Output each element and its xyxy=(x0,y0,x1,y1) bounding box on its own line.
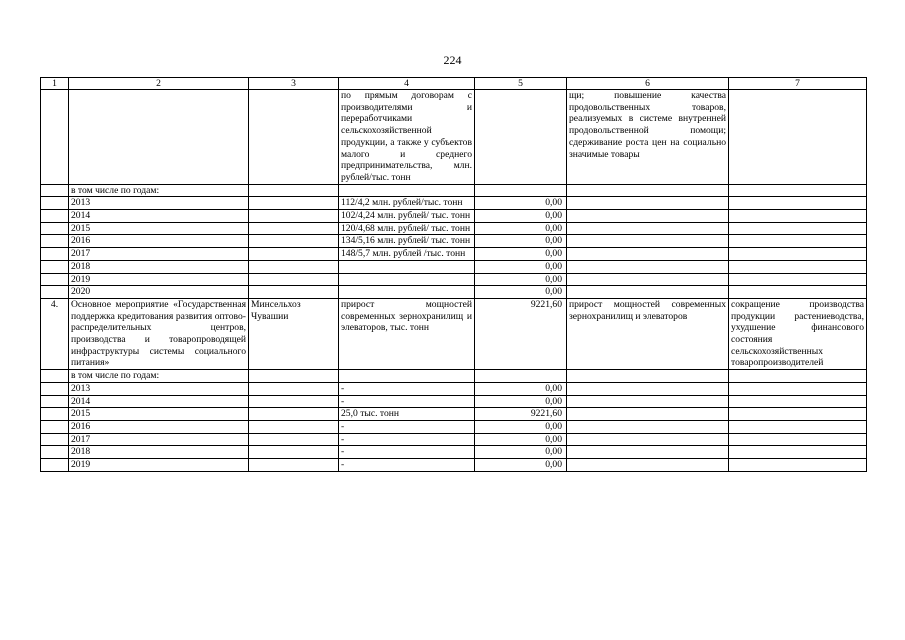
table-cell-c3 xyxy=(249,210,339,223)
table-cell-c5 xyxy=(475,370,567,383)
table-cell-c5: 0,00 xyxy=(475,197,567,210)
table-cell-c4: 25,0 тыс. тонн xyxy=(339,408,475,421)
table-cell-c3 xyxy=(249,260,339,273)
table-cell-c1 xyxy=(41,273,69,286)
table-cell-c2: 2017 xyxy=(69,433,249,446)
table-cell-c5: 0,00 xyxy=(475,420,567,433)
table-cell-c4: - xyxy=(339,446,475,459)
table-cell-c2: 2013 xyxy=(69,197,249,210)
table-cell-c4: - xyxy=(339,382,475,395)
table-cell-c2: 2013 xyxy=(69,382,249,395)
table-cell-c4 xyxy=(339,184,475,197)
table-row xyxy=(41,184,867,197)
table-cell-c3 xyxy=(249,395,339,408)
table-cell-c5: 9221,60 xyxy=(475,408,567,421)
table-cell-c6 xyxy=(567,395,729,408)
table-row xyxy=(41,298,867,369)
table-cell-c1 xyxy=(41,222,69,235)
table-cell-c1 xyxy=(41,370,69,383)
table-cell-c2: в том числе по годам: xyxy=(69,184,249,197)
table-row xyxy=(41,382,867,395)
table-cell-c2: 2015 xyxy=(69,222,249,235)
table-cell-c5: 0,00 xyxy=(475,210,567,223)
table-header-row xyxy=(41,78,867,90)
table-cell-c6 xyxy=(567,197,729,210)
table-cell-c2: 2018 xyxy=(69,446,249,459)
table-cell-c2: 2019 xyxy=(69,273,249,286)
table-cell-c6: щи; повышение качества продовольственных товаров, реализуемых в системе внутренней продовольственной помощи; сдерживание роста цен на социально значимые товары xyxy=(567,90,729,185)
table-cell-c6 xyxy=(567,235,729,248)
table-cell-c4: - xyxy=(339,459,475,472)
table-cell-c6 xyxy=(567,370,729,383)
table-cell-c4: - xyxy=(339,420,475,433)
table-cell-c6 xyxy=(567,408,729,421)
table-cell-c3 xyxy=(249,90,339,185)
table-row xyxy=(41,90,867,185)
table-cell-c7 xyxy=(729,210,867,223)
table-cell-c3 xyxy=(249,446,339,459)
table-cell-c5: 0,00 xyxy=(475,459,567,472)
table-row xyxy=(41,210,867,223)
table-cell-c7 xyxy=(729,248,867,261)
table-cell-c2: 2017 xyxy=(69,248,249,261)
table-cell-c4: 102/4,24 млн. рублей/ тыс. тонн xyxy=(339,210,475,223)
table-cell-c1 xyxy=(41,197,69,210)
table-cell-c1 xyxy=(41,210,69,223)
table-row xyxy=(41,273,867,286)
table-cell-c7 xyxy=(729,273,867,286)
table-cell-c2: 2018 xyxy=(69,260,249,273)
table-cell-c6 xyxy=(567,382,729,395)
table-cell-c6 xyxy=(567,273,729,286)
table-cell-c5 xyxy=(475,90,567,185)
table-cell-c7 xyxy=(729,370,867,383)
table-cell-c3 xyxy=(249,248,339,261)
header-cell: 2 xyxy=(69,78,249,90)
table-row xyxy=(41,433,867,446)
table-cell-c5: 0,00 xyxy=(475,395,567,408)
table-cell-c4: 134/5,16 млн. рублей/ тыс. тонн xyxy=(339,235,475,248)
table-cell-c4: прирост мощностей современных зернохранилищ и элеваторов, тыс. тонн xyxy=(339,298,475,369)
table-cell-c1 xyxy=(41,395,69,408)
table-cell-c2: 2016 xyxy=(69,235,249,248)
header-cell: 4 xyxy=(339,78,475,90)
table-cell-c7 xyxy=(729,197,867,210)
table-cell-c7 xyxy=(729,433,867,446)
table-cell-c6 xyxy=(567,248,729,261)
table-cell-c1 xyxy=(41,433,69,446)
table-cell-c7 xyxy=(729,446,867,459)
table-cell-c6 xyxy=(567,184,729,197)
table-cell-c7: сокращение производства продукции растениеводства, ухудшение финансового состояния сельскохозяйственных товаропроизводителей xyxy=(729,298,867,369)
table-cell-c3 xyxy=(249,286,339,299)
table-cell-c3 xyxy=(249,235,339,248)
page-number: 224 xyxy=(443,53,462,67)
table-cell-c6 xyxy=(567,420,729,433)
header-cell: 6 xyxy=(567,78,729,90)
table-cell-c4 xyxy=(339,260,475,273)
table-cell-c1 xyxy=(41,90,69,185)
table-cell-c4 xyxy=(339,273,475,286)
table-cell-c6 xyxy=(567,459,729,472)
table-row xyxy=(41,446,867,459)
header-cell: 7 xyxy=(729,78,867,90)
table-cell-c7 xyxy=(729,90,867,185)
table-row xyxy=(41,286,867,299)
table-row xyxy=(41,260,867,273)
table-cell-c1 xyxy=(41,446,69,459)
table-cell-c6 xyxy=(567,222,729,235)
table-cell-c5: 0,00 xyxy=(475,433,567,446)
table-cell-c5: 9221,60 xyxy=(475,298,567,369)
table-row xyxy=(41,370,867,383)
table-row xyxy=(41,459,867,472)
table-cell-c2: 2014 xyxy=(69,210,249,223)
table-cell-c4: - xyxy=(339,433,475,446)
table-cell-c3 xyxy=(249,184,339,197)
table-cell-c4: 120/4,68 млн. рублей/ тыс. тонн xyxy=(339,222,475,235)
table-cell-c1: 4. xyxy=(41,298,69,369)
table-cell-c1 xyxy=(41,248,69,261)
table-row xyxy=(41,395,867,408)
table-cell-c1 xyxy=(41,408,69,421)
table-cell-c2: 2015 xyxy=(69,408,249,421)
table-cell-c3 xyxy=(249,197,339,210)
table-row xyxy=(41,235,867,248)
table-cell-c2: 2019 xyxy=(69,459,249,472)
table-cell-c5: 0,00 xyxy=(475,273,567,286)
table-row xyxy=(41,408,867,421)
table-cell-c1 xyxy=(41,420,69,433)
table-cell-c3 xyxy=(249,433,339,446)
table-cell-c1 xyxy=(41,260,69,273)
table-cell-c6 xyxy=(567,260,729,273)
table-cell-c6 xyxy=(567,210,729,223)
header-cell: 1 xyxy=(41,78,69,90)
table-cell-c7 xyxy=(729,286,867,299)
table-cell-c5: 0,00 xyxy=(475,382,567,395)
table-cell-c5: 0,00 xyxy=(475,286,567,299)
table-cell-c1 xyxy=(41,286,69,299)
table-row xyxy=(41,420,867,433)
table-cell-c4: 112/4,2 млн. рублей/тыс. тонн xyxy=(339,197,475,210)
table-cell-c3 xyxy=(249,382,339,395)
table-cell-c7 xyxy=(729,408,867,421)
table-cell-c1 xyxy=(41,382,69,395)
table-cell-c4 xyxy=(339,370,475,383)
table-cell-c3 xyxy=(249,370,339,383)
table-cell-c2: Основное мероприятие «Государственная поддержка кредитования развития оптово-распределительных центров, производства и товаропроводящей инфраструктуры системы социального питания» xyxy=(69,298,249,369)
table-cell-c2: 2014 xyxy=(69,395,249,408)
table-cell-c7 xyxy=(729,395,867,408)
table-cell-c5 xyxy=(475,184,567,197)
table-cell-c4: по прямым договорам с производителями и переработчиками сельскохозяйственной продукции, а также у субъектов малого и среднего предпринимательства, млн. рублей/тыс. тонн xyxy=(339,90,475,185)
table-cell-c7 xyxy=(729,382,867,395)
table-cell-c5: 0,00 xyxy=(475,446,567,459)
table-cell-c5: 0,00 xyxy=(475,248,567,261)
table-cell-c3 xyxy=(249,222,339,235)
table-cell-c7 xyxy=(729,184,867,197)
table-cell-c2 xyxy=(69,90,249,185)
table-cell-c7 xyxy=(729,235,867,248)
table-cell-c7 xyxy=(729,420,867,433)
table-cell-c7 xyxy=(729,260,867,273)
table-cell-c4: - xyxy=(339,395,475,408)
header-cell: 5 xyxy=(475,78,567,90)
table-cell-c6 xyxy=(567,446,729,459)
table-cell-c2: 2020 xyxy=(69,286,249,299)
table-cell-c6: прирост мощностей современных зернохранилищ и элеваторов xyxy=(567,298,729,369)
table-row xyxy=(41,248,867,261)
table-cell-c5: 0,00 xyxy=(475,260,567,273)
table-cell-c3 xyxy=(249,408,339,421)
table-cell-c5: 0,00 xyxy=(475,222,567,235)
program-table xyxy=(40,77,867,472)
table-cell-c4: 148/5,7 млн. рублей /тыс. тонн xyxy=(339,248,475,261)
table-row xyxy=(41,222,867,235)
table-cell-c1 xyxy=(41,184,69,197)
table-cell-c6 xyxy=(567,286,729,299)
table-cell-c5: 0,00 xyxy=(475,235,567,248)
table-cell-c3 xyxy=(249,273,339,286)
table-cell-c1 xyxy=(41,459,69,472)
header-cell: 3 xyxy=(249,78,339,90)
table-cell-c3: Минсельхоз Чувашии xyxy=(249,298,339,369)
table-cell-c3 xyxy=(249,420,339,433)
table-cell-c2: в том числе по годам: xyxy=(69,370,249,383)
table-cell-c4 xyxy=(339,286,475,299)
table-cell-c7 xyxy=(729,222,867,235)
table-cell-c3 xyxy=(249,459,339,472)
table-cell-c7 xyxy=(729,459,867,472)
table-cell-c1 xyxy=(41,235,69,248)
table-cell-c2: 2016 xyxy=(69,420,249,433)
table-row xyxy=(41,197,867,210)
table-cell-c6 xyxy=(567,433,729,446)
